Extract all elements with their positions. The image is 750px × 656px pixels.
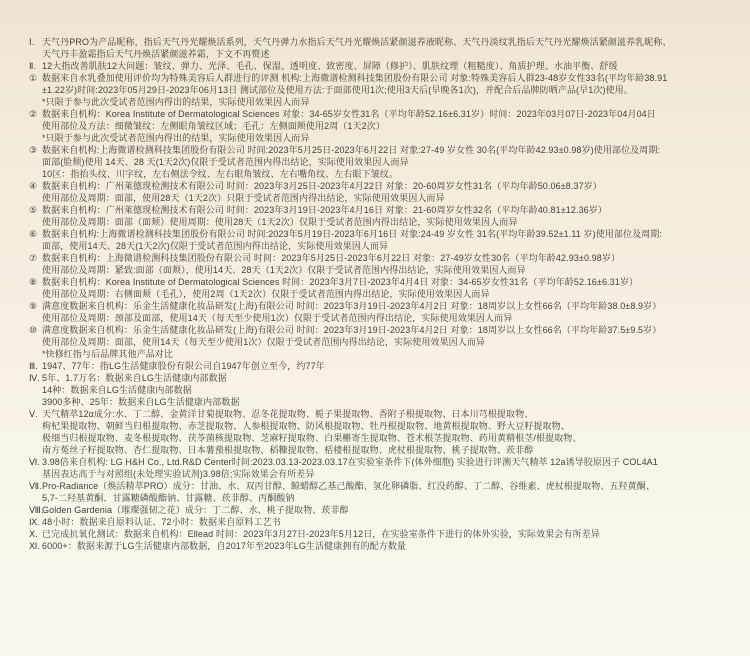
- footnote-text: 3.98倍来自机构: LG H&H Co., Ltd.R&D Center时间:2023.03.13-2023.03.17在实验室条件下(体外细胞) 实验进行评测天气精萃 12a诱导胶原因子 COL4A1: [42, 457, 658, 467]
- footnote-line: [29, 204, 742, 216]
- footnote-text: 满意度数据来自机构：乐金生活健康化妆品研发(上海)有限公司 时间：2023年3月19日-2023年4月2日 对象：18周岁以上女性66名（平均年龄38.0±8.9岁）: [42, 301, 662, 311]
- footnote-text: 南方菟丝子籽提取物、杏仁提取物、日本薯蓣根提取物、稻糠提取物、栝楼根提取物、虎杖根提取物、桃子提取物、莰非醇: [42, 445, 534, 455]
- footnote-text: 数据来自水乳叠加使用评价均为特殊美容后人群进行的评测 机构:上海微谱检测科技集团股份有限公司 对象:特殊美容后人群23-48岁女性33名(平均年龄38.91: [42, 73, 668, 83]
- footnote-text: 5,7-二羟基黄酮、甘露糖磷酸酯钠、甘露糖、莰非醇、丙酮酸钠: [42, 493, 295, 503]
- footnote-marker: ⑦: [29, 253, 38, 263]
- footnote-text: 5年、1.7万名：数据来自LG生活健康内部数据: [42, 373, 227, 383]
- footnote-line: [29, 384, 742, 396]
- footnote-marker: ⑤: [29, 205, 38, 215]
- footnote-marker: Ⅱ.: [29, 61, 37, 71]
- footnote-marker: Ⅲ.: [29, 361, 38, 371]
- footnote-text: *只限于参与此次受试者范围内得出的结果，实际使用效果因人而异: [42, 133, 310, 143]
- footnote-line: [29, 252, 742, 264]
- footnote-marker: ⑩: [29, 325, 38, 335]
- footnote-line: [29, 48, 742, 60]
- footnote-text: 数据来自机构：广州莱德现检测技术有限公司 时间：2023年3月25日-2023年4月22日 对象：20-60周岁女性31名（平均年龄50.06±8.37岁）: [42, 181, 602, 191]
- footnote-text: 使用部位及周期：面部，使用14天（每天至少使用1次）仅限于受试者范围内得出结论，实际使用效果因人而异: [42, 337, 486, 347]
- footnote-text: 天气精萃12α成分:水、丁二醇、金黄洋甘菊提取物、忍冬花提取物、栀子果提取物、香附子根提取物、日本川芎根提取物、: [42, 409, 534, 419]
- footnote-marker: Ⅺ.: [29, 541, 41, 551]
- footnote-line: [29, 360, 742, 372]
- footnote-marker: ⑧: [29, 277, 38, 287]
- footnote-text: 使用部位及周期：颈部及面部，使用14天（每天至少使用1次）仅限于受试者范围内得出结论，实际使用效果因人而异: [42, 313, 513, 323]
- footnote-text: 使用部位及周期：面部，使用28天（1天2次）只限于受试者范围内得出结论，实际使用效果因人而异: [42, 193, 445, 203]
- footnote-text: Golden Gardenia（璀璨强韧之花）成分：丁二醇、水、桃子提取物、莰非醇: [42, 505, 349, 515]
- footnote-line: [29, 504, 742, 516]
- footnote-line: [29, 108, 742, 120]
- footnote-text: 已完成抗氧化测试：数据来自机构：Ellead 时间：2023年3月27日-2023年5月12日，在实验室条件下进行的体外实验，实际效果会有所差异: [42, 529, 600, 539]
- footnote-text: Pro-Radiance（焕活精萃PRO）成分：甘油、水、双丙甘醇、鲸蜡醇乙基己酸酯、氢化卵磷脂、红没药醇、丁二醇、谷维素、虎杖根提取物、五羟黄酮、: [42, 481, 655, 491]
- footnote-marker: ④: [29, 181, 38, 191]
- footnote-text: 数据来自机构：Korea Institute of Dermatological Sciences 对象：34-65岁女性31名（平均年龄52.16±6.31岁）时间：2023年03月07日-2023年04月04日: [42, 109, 656, 119]
- footnote-text: *快修红指与后品牌其他产品对比: [42, 349, 174, 359]
- footnote-text: 使用部位及周期：右侧面颊（毛孔），使用2周（1天2次）仅限于受试者范围内得出结论，实际使用效果因人而异: [42, 289, 490, 299]
- footnote-text: 使用部位及方法：细微皱纹：左侧眼角皱纹区域；毛孔：左侧面颊使用2周（1天2次）: [42, 121, 385, 131]
- footnote-line: [29, 336, 742, 348]
- footnote-line: [29, 288, 742, 300]
- footnote-line: [29, 132, 742, 144]
- footnote-line: [29, 240, 742, 252]
- footnote-marker: Ⅸ.: [29, 517, 40, 527]
- footnote-text: 满意度数据来自机构：乐金生活健康化妆品研发(上海)有限公司 时间：2023年3月19日-2023年4月2日 对象：18周岁以上女性66名（平均年龄37.5±9.5岁）: [42, 325, 662, 335]
- footnote-line: [29, 528, 742, 540]
- footnote-text: 数据来自机构:上海微谱检测科技集团股份有限公司 时间:2023年5月25日-2023年6月22日 对象:27-49 岁女性 30名(平均年龄42.93±0.98岁)使用部位及周期:: [42, 145, 661, 155]
- footnote-line: [29, 432, 742, 444]
- footnote-line: [29, 180, 742, 192]
- footnote-text: 12大指改善肌肤12大问题：皱纹、弹力、光泽、毛孔、保湿、透明度、致密度、屏障（修护）、肌肤纹理（粗糙度）、角质护理、水油平衡、舒缓: [42, 61, 618, 71]
- footnote-line: [29, 216, 742, 228]
- footnote-marker: Ⅰ.: [29, 37, 35, 47]
- footnote-line: [29, 540, 742, 552]
- footnote-text: 数据来自机构：广州莱德现检测技术有限公司 时间：2023年3月19日-2023年4月16日 对象：21-60周岁女性32名（平均年龄40.81±12.36岁）: [42, 205, 607, 215]
- footnote-text: 10区：指抬头纹、川字纹，左右侧法令纹、左右眼角皱纹、左右嘴角纹、左右眼下皱纹。: [42, 169, 399, 179]
- footnote-text: 48小时：数据来自原料认证、72小时：数据来自原料工艺书: [42, 517, 281, 527]
- footnote-marker: ②: [29, 109, 38, 119]
- footnote-text: 使用部位及周期：面部（面颊）使用周期：使用28天（1天2次）仅限于受试者范围内得出结论，实际使用效果因人而异: [42, 217, 518, 227]
- footnote-line: [29, 492, 742, 504]
- footnote-text: ±1.22岁)时间:2023年05月29日-2023年06月13日 测试部位及使用方法:于面部使用1次;使用3天后(早晚各1次)，并配合后品牌防晒产品(早1次)使用。: [42, 85, 633, 95]
- footnote-marker: Ⅳ.: [29, 373, 41, 383]
- disclaimer-text-block: [29, 36, 742, 552]
- footnote-line: [29, 516, 742, 528]
- footnote-line: [29, 480, 742, 492]
- footnote-text: *只限于参与此次受试者范围内得出的结果，实际使用效果因人而异: [42, 97, 310, 107]
- footnote-text: 1947、77年：指LG生活健康股份有限公司自1947年创立至今，约77年: [42, 361, 325, 371]
- footnote-line: [29, 168, 742, 180]
- footnote-text: 数据来自机构:上海微谱检测科技集团股份有限公司 时间:2023年5月19日-2023年6月16日 对象:24-49 岁女性 31名(平均年龄39.52±1.11 岁)使用部位及周期:: [42, 229, 663, 239]
- footnote-line: [29, 456, 742, 468]
- footnote-marker: Ⅶ.: [29, 481, 42, 491]
- footnote-text: 天气丹PRO为产品昵称，指后天气丹光耀焕活系列，天气丹弹力水指后天气丹光耀焕活紧颜滋养液昵称、天气丹淡纹乳指后天气丹光耀焕活紧颜滋养乳昵称、: [42, 37, 672, 47]
- footnote-text: 极细当归根提取物、麦冬根提取物、茯苓菌核提取物、芝麻籽提取物、白果槲寄生提取物、苍术根茎提取物、药用黄精根茎/根提取物、: [42, 433, 582, 443]
- footnote-line: [29, 156, 742, 168]
- footnote-line: [29, 144, 742, 156]
- footnote-line: [29, 264, 742, 276]
- footnote-line: [29, 444, 742, 456]
- footnote-text: 基因表达高于与对照组(未处理实验试剂)3.98倍;实际效果会有所差异: [42, 469, 315, 479]
- footnote-marker: Ⅷ.: [29, 505, 44, 515]
- footnote-text: 3900多种、25年：数据来自LG生活健康内部数据: [42, 397, 240, 407]
- footnote-line: [29, 396, 742, 408]
- footnote-text: 枸杞果提取物、朝鲜当归根提取物、赤芝提取物、人参根提取物、防风根提取物、牡丹根提取物、地黄根提取物、野大豆籽提取物、: [42, 421, 570, 431]
- footnote-line: [29, 468, 742, 480]
- footnote-text: 天气丹丰盈霜指后天气丹焕活紧颜滋养霜，下文不再赘述: [42, 49, 270, 59]
- footnote-line: [29, 36, 742, 48]
- footnote-line: [29, 192, 742, 204]
- footnote-line: [29, 84, 742, 96]
- footnote-marker: ③: [29, 145, 38, 155]
- footnote-line: [29, 420, 742, 432]
- footnote-marker: ⑥: [29, 229, 38, 239]
- footnote-text: 数据来自机构：Korea Institute of Dermatological Sciences 时间：2023年3月7日-2023年4月4日 对象：34-65岁女性31名（平均年龄52.16±6.31岁）: [42, 277, 639, 287]
- footnote-text: 数据来自机构：上海微谱检测科技集团股份有限公司 时间：2023年5月25日-2023年6月22日 对象：27-49岁女性30名（平均年龄42.93±0.98岁）: [42, 253, 621, 263]
- footnote-marker: Ⅹ.: [29, 529, 38, 539]
- footnote-line: [29, 60, 742, 72]
- footnote-text: 面部，使用14天、28天(1天2次)仅限于受试者范围内得出结论，实际使用效果因人而异: [42, 241, 389, 251]
- footnote-line: [29, 120, 742, 132]
- footnote-line: [29, 312, 742, 324]
- footnote-marker: Ⅴ.: [29, 409, 38, 419]
- footnote-line: [29, 348, 742, 360]
- footnote-line: [29, 276, 742, 288]
- footnote-text: 14种：数据来自LG生活健康内部数据: [42, 385, 192, 395]
- footnote-line: [29, 228, 742, 240]
- footnote-marker: Ⅵ.: [29, 457, 41, 467]
- footnote-line: [29, 72, 742, 84]
- footnote-line: [29, 408, 742, 420]
- footnote-marker: ①: [29, 73, 38, 83]
- footnote-text: 使用部位及周期：紧致:面部（面颊），使用14天、28天（1天2次）仅限于受试者范围内得出结论，实际使用效果因人而异: [42, 265, 526, 275]
- footnote-line: [29, 300, 742, 312]
- footnote-line: [29, 96, 742, 108]
- footnote-text: 6000+：数据来源于LG生活健康内部数据，自2017年至2023年LG生活健康拥有的配方数量: [42, 541, 407, 551]
- footnote-line: [29, 324, 742, 336]
- footnote-marker: ⑨: [29, 301, 38, 311]
- footnote-text: 面部(脸颊)使用 14天、28 天(1天2次)仅限于受试者范围内得出结论，实际使用效果因人而异: [42, 157, 409, 167]
- footnote-line: [29, 372, 742, 384]
